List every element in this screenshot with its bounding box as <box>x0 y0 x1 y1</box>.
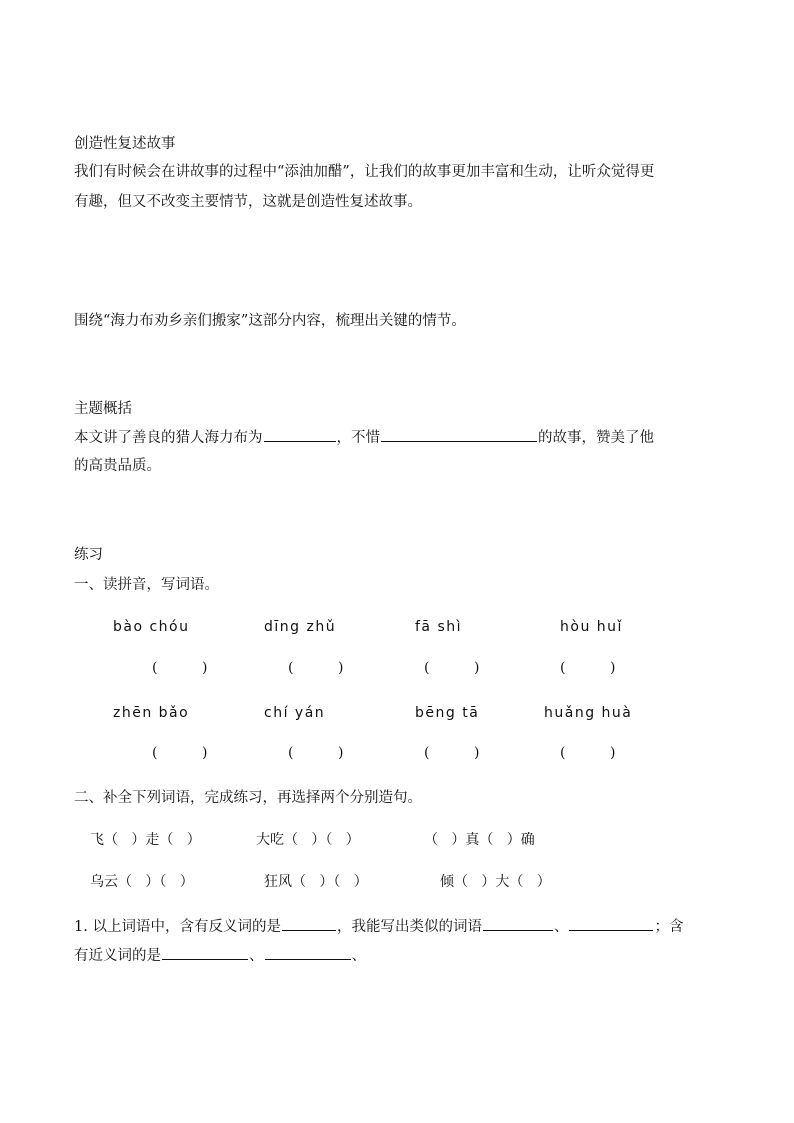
answer-box-1[interactable]: ( ) <box>152 660 208 676</box>
idiom-fill-6[interactable]: 倾（ ）大（ ） <box>440 874 551 890</box>
answer-box-7[interactable]: ( ) <box>424 745 480 761</box>
theme-text-c: 的故事，赞美了他 <box>538 430 654 446</box>
pinyin-bao-chou: bào chóu <box>113 619 190 635</box>
heading-theme-summary: 主题概括 <box>74 401 132 417</box>
question-2-title: 二、补全下列词语，完成练习，再选择两个分别造句。 <box>74 790 422 806</box>
heading-practice: 练习 <box>74 547 103 563</box>
heading-creative-retelling: 创造性复述故事 <box>74 136 176 152</box>
fill-blank-similar-1[interactable] <box>483 916 553 931</box>
q3-text-c: 、 <box>553 919 569 935</box>
q3-text-e: 有近义词的是 <box>74 948 161 964</box>
theme-sentence-line-1 <box>74 427 654 448</box>
answer-box-5[interactable]: ( ) <box>152 745 208 761</box>
pinyin-hou-hui: hòu huǐ <box>560 619 623 635</box>
q3-text-b: ，我能写出类似的词语 <box>336 919 482 935</box>
answer-box-8[interactable]: ( ) <box>560 745 616 761</box>
retelling-paragraph-line-2: 有趣，但又不改变主要情节，这就是创造性复述故事。 <box>74 194 422 210</box>
retelling-paragraph-line-1: 我们有时候会在讲故事的过程中“添油加醋”，让我们的故事更加丰富和生动，让听众觉得更 <box>74 164 655 180</box>
fill-blank-antonym[interactable] <box>282 916 336 931</box>
fill-blank-similar-2[interactable] <box>569 916 653 931</box>
fill-blank-purpose[interactable] <box>264 427 336 442</box>
idiom-fill-1[interactable]: 飞（ ）走（ ） <box>90 832 201 848</box>
question-1-title: 一、读拼音，写词语。 <box>74 577 219 593</box>
pinyin-zhen-bao: zhēn bǎo <box>113 705 190 721</box>
q3-text-a: 1. 以上词语中，含有反义词的是 <box>74 919 281 935</box>
pinyin-huang-hua: huǎng huà <box>544 705 633 721</box>
answer-box-6[interactable]: ( ) <box>288 745 344 761</box>
answer-box-3[interactable]: ( ) <box>424 660 480 676</box>
answer-box-2[interactable]: ( ) <box>288 660 344 676</box>
pinyin-ding-zhu: dīng zhǔ <box>264 619 337 635</box>
idiom-fill-2[interactable]: 大吃（ ）（ ） <box>256 832 360 848</box>
theme-sentence-line-2: 的高贵品质。 <box>74 458 161 474</box>
theme-text-a: 本文讲了善良的猎人海力布为 <box>74 430 263 446</box>
q3-text-g: 、 <box>351 948 366 964</box>
idiom-fill-5[interactable]: 狂风（ ）（ ） <box>264 874 368 890</box>
pinyin-chi-yan: chí yán <box>264 705 326 721</box>
fill-blank-synonym-2[interactable] <box>265 945 351 960</box>
question-3-line-1 <box>74 916 683 937</box>
plot-instruction: 围绕“海力布劝乡亲们搬家”这部分内容，梳理出关键的情节。 <box>74 313 466 329</box>
theme-text-b: ，不惜 <box>336 430 380 446</box>
q3-text-d: ；含 <box>654 919 684 935</box>
question-3-line-2 <box>74 945 366 966</box>
fill-blank-sacrifice[interactable] <box>381 427 537 442</box>
pinyin-fa-shi: fā shì <box>415 619 463 635</box>
answer-box-4[interactable]: ( ) <box>560 660 616 676</box>
q3-text-f: 、 <box>249 948 264 964</box>
pinyin-beng-ta: bēng tā <box>415 705 480 721</box>
fill-blank-synonym-1[interactable] <box>162 945 248 960</box>
idiom-fill-4[interactable]: 乌云（ ）（ ） <box>90 874 194 890</box>
idiom-fill-3[interactable]: （ ）真（ ）确 <box>424 832 535 848</box>
